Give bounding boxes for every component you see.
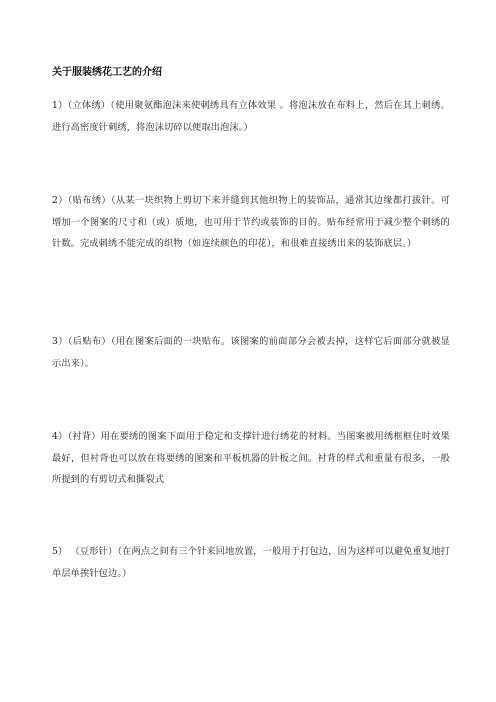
document-title: 关于服装绣花工艺的介绍: [52, 67, 162, 78]
paragraph-bean-stitch: 5） （豆形针）（在两点之间有三个针来回地放置，一般用于打包边，因为这样可以避免重复地打单层单挨针包边。）: [52, 546, 450, 579]
paragraph-applique-embroidery: 2）（贴布绣）（从某一块织物上剪切下来并缝到其他织物上的装饰品，通常其边缘都打拔针。可增加一个图案的尺寸和（或）质地，也可用于节约或装饰的目的。贴布经常用于减少整个刺绣的针数。完成刺绣不能完成的织物（如连续颜色的印花），和很难直接绣出来的装饰底层。）: [52, 195, 450, 249]
paragraph-reverse-applique: 3）（后贴布）（用在图案后面的一块贴布。该图案的前面部分会被去掉，这样它后面部分就被显示出来）。: [52, 336, 450, 369]
paragraph-backing: 4）（衬背）用在要绣的图案下面用于稳定和支撑针进行绣花的材料。当图案被用绣框框住时效果最好，但衬背也可以放在将要绣的图案和平板机器的针板之间。衬背的样式和重量有很多，一般所提到的有剪切式和撕裂式: [52, 431, 450, 485]
paragraph-3d-embroidery: 1）（立体绣）（使用聚氨酯泡沫来使刺绣具有立体效果 。将泡沫放在布料上，然后在其上刺绣。进行高密度针刺绣，将泡沫切碎以便取出泡沫。）: [52, 100, 450, 133]
